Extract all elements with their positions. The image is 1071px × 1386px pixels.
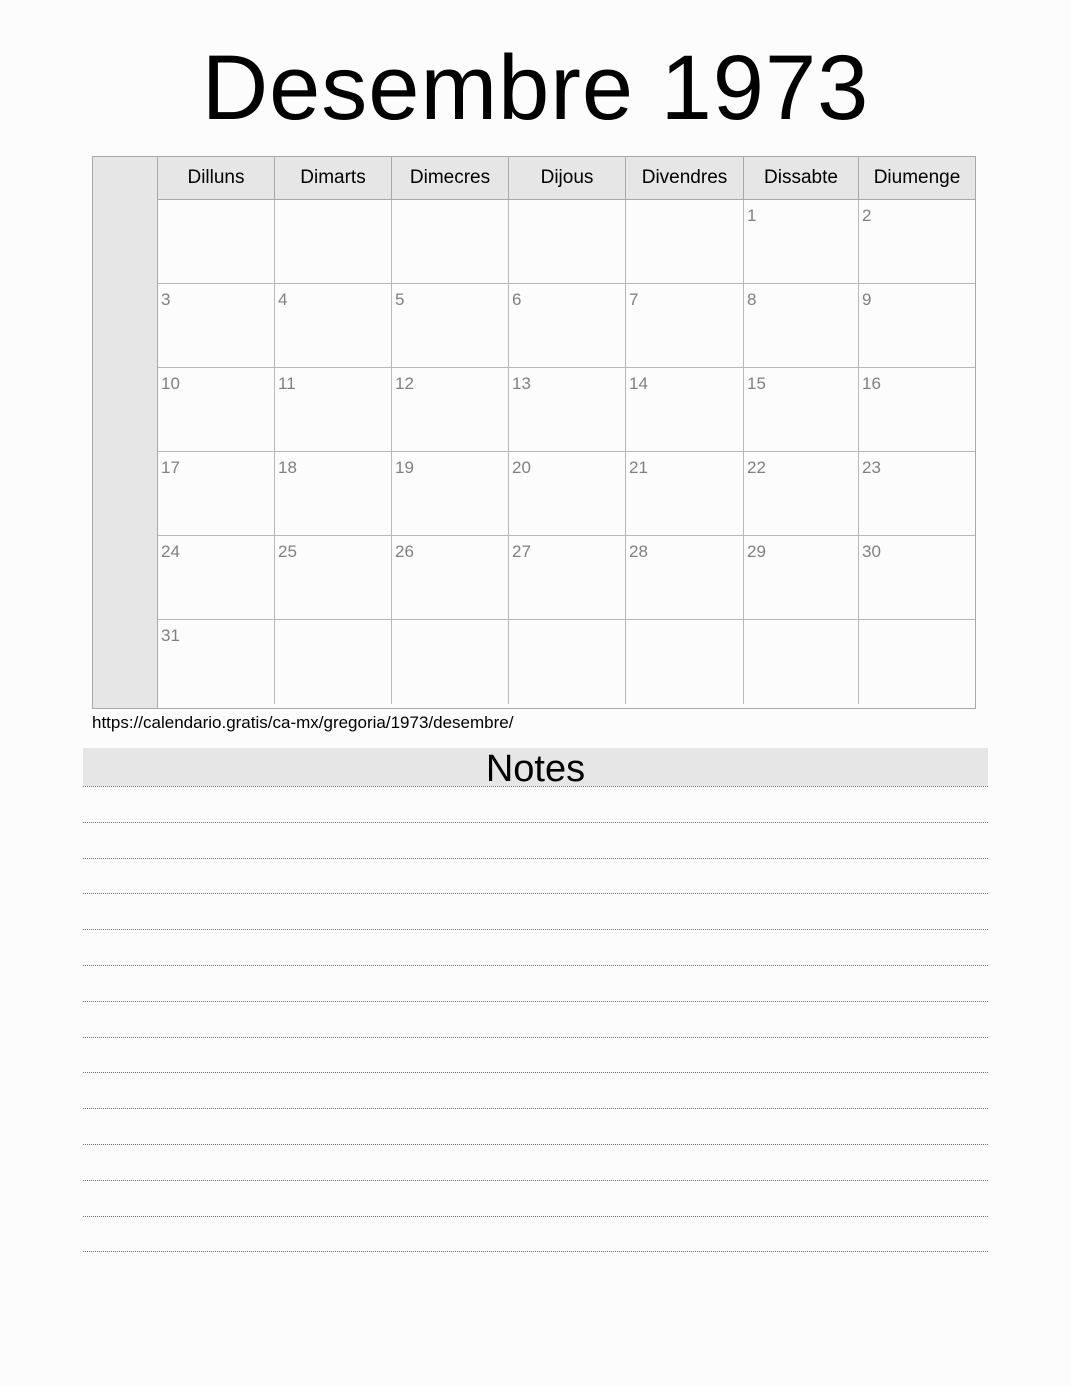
note-line bbox=[83, 1037, 988, 1038]
day-cell[interactable] bbox=[859, 284, 975, 367]
day-cell[interactable] bbox=[859, 368, 975, 451]
week-row bbox=[158, 620, 975, 704]
day-number: 12 bbox=[395, 374, 414, 393]
calendar-grid bbox=[92, 156, 976, 709]
day-number: 10 bbox=[161, 374, 180, 393]
day-number: 21 bbox=[629, 458, 648, 477]
note-line bbox=[83, 822, 988, 823]
day-cell[interactable] bbox=[626, 536, 744, 619]
week-row bbox=[158, 368, 975, 452]
note-line bbox=[83, 1216, 988, 1217]
day-cell[interactable] bbox=[392, 284, 509, 367]
note-line bbox=[83, 786, 988, 787]
week-row bbox=[158, 452, 975, 536]
day-cell[interactable] bbox=[275, 452, 392, 535]
day-number: 5 bbox=[395, 290, 405, 309]
day-number: 17 bbox=[161, 458, 180, 477]
day-cell[interactable] bbox=[392, 368, 509, 451]
day-cell[interactable] bbox=[859, 200, 975, 283]
day-cell[interactable] bbox=[158, 284, 275, 367]
day-number: 25 bbox=[278, 542, 297, 561]
week-row bbox=[158, 200, 975, 284]
day-cell[interactable] bbox=[744, 452, 859, 535]
day-number: 23 bbox=[862, 458, 881, 477]
weekday-friday: Divendres bbox=[626, 157, 744, 199]
note-line bbox=[83, 1001, 988, 1002]
day-number: 19 bbox=[395, 458, 414, 477]
weekday-saturday: Dissabte bbox=[744, 157, 859, 199]
day-number: 11 bbox=[278, 374, 296, 393]
day-cell[interactable] bbox=[392, 200, 509, 283]
week-number-column bbox=[93, 157, 158, 708]
day-number: 29 bbox=[747, 542, 766, 561]
weekday-sunday: Diumenge bbox=[873, 167, 961, 188]
day-cell[interactable] bbox=[275, 200, 392, 283]
page-title: Desembre 1973 bbox=[201, 37, 870, 139]
day-number: 31 bbox=[161, 626, 180, 645]
note-line bbox=[83, 1251, 988, 1252]
day-number: 13 bbox=[512, 374, 531, 393]
day-number: 18 bbox=[278, 458, 297, 477]
day-number: 4 bbox=[278, 290, 288, 309]
day-cell[interactable] bbox=[744, 368, 859, 451]
source-url[interactable]: https://calendario.gratis/ca-mx/gregoria/1973/desembre/ bbox=[92, 713, 514, 732]
note-line bbox=[83, 893, 988, 894]
day-number: 14 bbox=[629, 374, 648, 393]
notes-title: Notes bbox=[83, 748, 988, 786]
day-number: 6 bbox=[512, 290, 522, 309]
day-number: 24 bbox=[161, 542, 180, 561]
day-number: 22 bbox=[747, 458, 766, 477]
day-grid bbox=[158, 200, 975, 704]
note-line bbox=[83, 1072, 988, 1073]
day-number: 2 bbox=[862, 206, 872, 225]
day-cell[interactable] bbox=[626, 620, 744, 704]
day-cell[interactable] bbox=[626, 368, 744, 451]
weekday-header-row bbox=[158, 157, 975, 200]
day-number: 27 bbox=[512, 542, 531, 561]
day-cell[interactable] bbox=[859, 536, 975, 619]
day-number: 28 bbox=[629, 542, 648, 561]
note-line bbox=[83, 929, 988, 930]
day-cell[interactable] bbox=[158, 200, 275, 283]
day-cell[interactable] bbox=[392, 452, 509, 535]
note-line bbox=[83, 1180, 988, 1181]
day-cell[interactable] bbox=[509, 620, 626, 704]
day-cell[interactable] bbox=[859, 452, 975, 535]
note-line bbox=[83, 858, 988, 859]
day-cell[interactable] bbox=[158, 620, 275, 704]
day-number: 1 bbox=[747, 206, 757, 225]
day-cell[interactable] bbox=[392, 536, 509, 619]
week-row bbox=[158, 284, 975, 368]
day-number: 20 bbox=[512, 458, 531, 477]
weekday-monday: Dilluns bbox=[158, 157, 275, 199]
day-cell[interactable] bbox=[275, 620, 392, 704]
day-cell[interactable] bbox=[275, 368, 392, 451]
day-number: 16 bbox=[862, 374, 881, 393]
weekday-wednesday: Dimecres bbox=[392, 157, 509, 199]
day-cell[interactable] bbox=[509, 200, 626, 283]
day-number: 3 bbox=[161, 290, 171, 309]
note-line bbox=[83, 1144, 988, 1145]
week-row bbox=[158, 536, 975, 620]
note-line bbox=[83, 1108, 988, 1109]
day-cell[interactable] bbox=[626, 452, 744, 535]
day-cell[interactable] bbox=[744, 200, 859, 283]
day-cell[interactable] bbox=[158, 368, 275, 451]
day-cell[interactable] bbox=[158, 536, 275, 619]
day-cell[interactable] bbox=[158, 452, 275, 535]
day-number: 7 bbox=[629, 290, 639, 309]
day-cell[interactable] bbox=[509, 368, 626, 451]
day-cell[interactable] bbox=[509, 536, 626, 619]
day-cell[interactable] bbox=[744, 284, 859, 367]
weekday-tuesday: Dimarts bbox=[275, 157, 392, 199]
day-cell[interactable] bbox=[392, 620, 509, 704]
day-cell[interactable] bbox=[275, 536, 392, 619]
day-cell[interactable] bbox=[509, 452, 626, 535]
day-cell[interactable] bbox=[626, 200, 744, 283]
day-number: 26 bbox=[395, 542, 414, 561]
day-number: 15 bbox=[747, 374, 766, 393]
day-number: 8 bbox=[747, 290, 757, 309]
day-cell[interactable] bbox=[626, 284, 744, 367]
weekday-thursday: Dijous bbox=[509, 157, 626, 199]
day-number: 30 bbox=[862, 542, 881, 561]
day-cell[interactable] bbox=[744, 620, 859, 704]
note-line bbox=[83, 965, 988, 966]
day-cell[interactable] bbox=[859, 620, 975, 704]
day-cell[interactable] bbox=[744, 536, 859, 619]
day-number: 9 bbox=[862, 290, 872, 309]
day-cell[interactable] bbox=[509, 284, 626, 367]
day-cell[interactable] bbox=[275, 284, 392, 367]
